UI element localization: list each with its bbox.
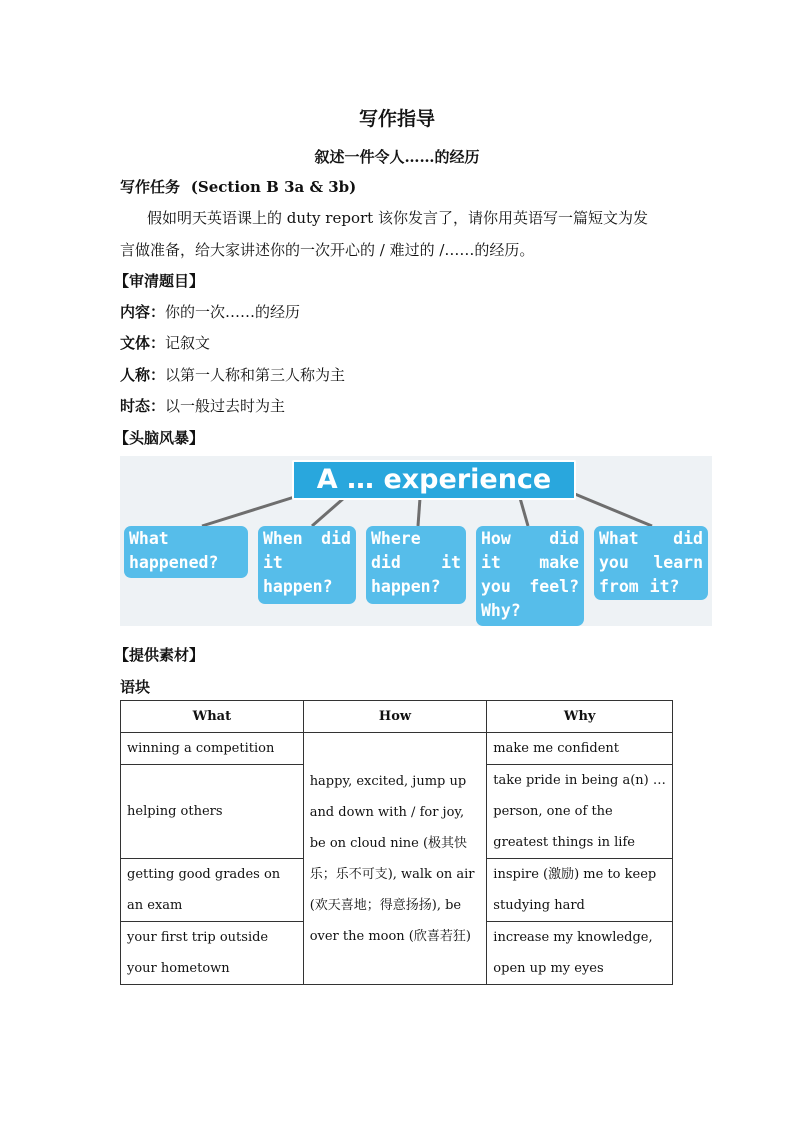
experience-center-box: A … experience xyxy=(292,460,576,500)
brainstorm-heading: 【头脑风暴】 xyxy=(114,429,205,447)
how-cell: happy, excited, jump up and down with / for joy, be on cloud nine (极其快乐；乐不可支), walk on air (欢天喜地；得意扬扬), be over the moon (欣喜若狂) xyxy=(303,733,487,985)
question-how-feel: How did it make you feel? Why? xyxy=(476,526,584,626)
why-cell: inspire (激励) me to keep studying hard xyxy=(487,859,673,922)
header-how: How xyxy=(303,701,487,733)
question-what-happened: What happened? xyxy=(124,526,248,578)
page-title: 写作指导 xyxy=(358,108,435,130)
table-row xyxy=(121,733,673,765)
analysis-label: 内容： xyxy=(120,303,166,321)
task-label: 写作任务 xyxy=(120,178,181,196)
header-what: What xyxy=(121,701,304,733)
question-what-learn: What did you learn from it? xyxy=(594,526,708,600)
task-text-line2: 言做准备，给大家讲述你的一次开心的 / 难过的 /……的经历。 xyxy=(120,241,535,259)
analysis-item-tense xyxy=(120,395,285,416)
header-why: Why xyxy=(487,701,673,733)
task-section: (Section B 3a & 3b) xyxy=(190,178,357,196)
analysis-value: 你的一次……的经历 xyxy=(165,303,301,321)
analysis-label: 文体： xyxy=(120,334,166,352)
page-subtitle: 叙述一件令人……的经历 xyxy=(314,148,480,166)
task-heading xyxy=(120,176,356,197)
what-cell: winning a competition xyxy=(121,733,304,765)
analysis-heading: 【审清题目】 xyxy=(114,272,205,290)
analysis-value: 以一般过去时为主 xyxy=(165,397,286,415)
analysis-value: 以第一人称和第三人称为主 xyxy=(165,366,346,384)
question-when: When did it happen? xyxy=(258,526,356,604)
materials-heading: 【提供素材】 xyxy=(114,646,205,664)
what-cell: getting good grades on an exam xyxy=(121,859,304,922)
question-where: Where did it happen? xyxy=(366,526,466,604)
analysis-item-genre xyxy=(120,332,210,353)
why-cell: increase my knowledge, open up my eyes xyxy=(487,922,673,985)
analysis-label: 时态： xyxy=(120,397,166,415)
analysis-item-content xyxy=(120,301,300,322)
analysis-value: 记叙文 xyxy=(165,334,211,352)
why-cell: make me confident xyxy=(487,733,673,765)
analysis-item-person xyxy=(120,364,345,385)
task-text-line1: 假如明天英语课上的 duty report 该你发言了，请你用英语写一篇短文为发 xyxy=(147,209,648,227)
table-header-row xyxy=(121,701,673,733)
analysis-label: 人称： xyxy=(120,366,166,384)
what-cell: your first trip outside your hometown xyxy=(121,922,304,985)
vocabulary-table xyxy=(120,700,673,985)
why-cell: take pride in being a(n) … person, one of the greatest things in life xyxy=(487,765,673,859)
chunks-label: 语块 xyxy=(120,678,151,696)
what-cell: helping others xyxy=(121,765,304,859)
brainstorm-diagram xyxy=(120,456,712,626)
